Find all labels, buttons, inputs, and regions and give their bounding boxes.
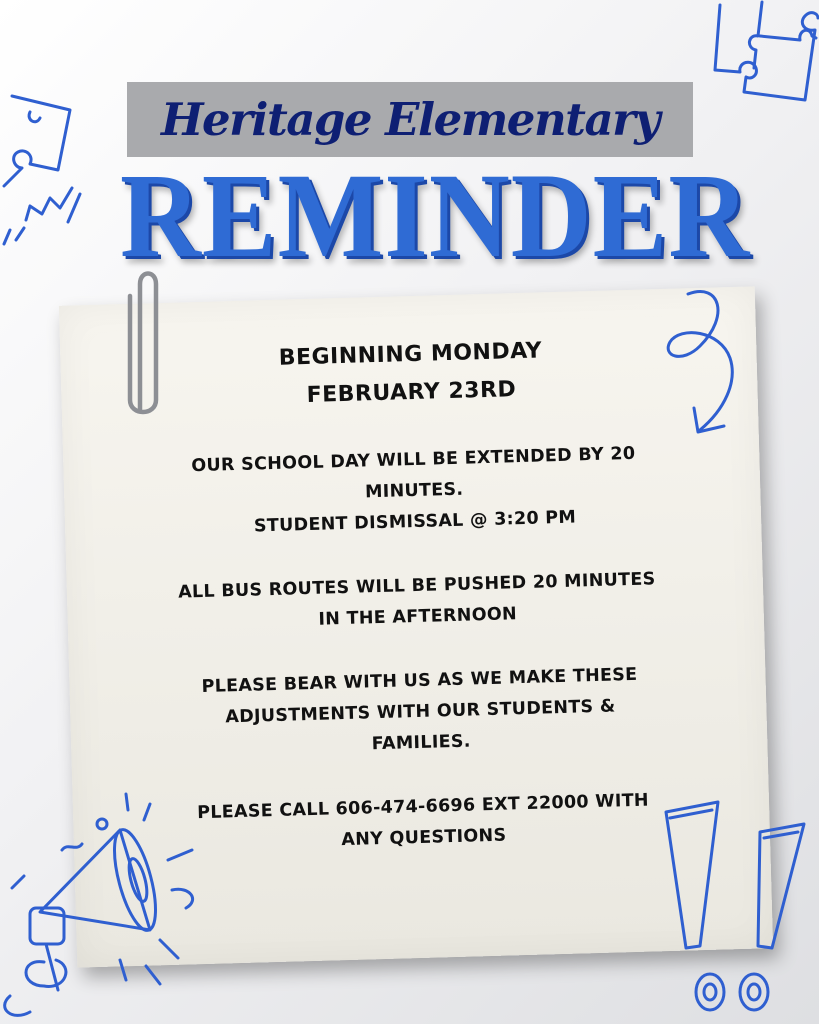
school-name: Heritage Elementary xyxy=(161,93,659,146)
bus-routes-line: IN THE AFTERNOON xyxy=(318,604,518,630)
bus-routes-line: ALL BUS ROUTES WILL BE PUSHED 20 MINUTES xyxy=(177,569,656,603)
bear-with-us-line: ADJUSTMENTS WITH OUR STUDENTS & xyxy=(225,696,616,728)
school-name-banner xyxy=(127,82,693,157)
note-content xyxy=(140,329,694,862)
school-day-line: OUR SCHOOL DAY WILL BE EXTENDED BY 20 xyxy=(191,443,636,477)
school-day-line: MINUTES. xyxy=(364,479,464,503)
curly-arrow-icon xyxy=(660,286,760,446)
date-line-1: BEGINNING MONDAY xyxy=(278,338,543,371)
paperclip-icon xyxy=(118,260,174,424)
school-day-paragraph xyxy=(143,437,685,545)
puzzle-burst-icon xyxy=(0,90,95,260)
bear-with-us-paragraph xyxy=(149,658,691,766)
contact-line: ANY QUESTIONS xyxy=(341,825,507,851)
bear-with-us-line: PLEASE BEAR WITH US AS WE MAKE THESE xyxy=(201,664,638,698)
puzzle-piece-icon xyxy=(700,0,819,112)
megaphone-icon xyxy=(0,790,220,1024)
dismissal-time-line: STUDENT DISMISSAL @ 3:20 PM xyxy=(253,507,577,537)
reminder-headline: REMINDER xyxy=(120,149,751,283)
exclamation-marks-icon xyxy=(660,796,810,1024)
bear-with-us-line: FAMILIES. xyxy=(371,731,471,755)
date-line-2: FEBRUARY 23RD xyxy=(306,377,517,408)
contact-phone-line: PLEASE CALL 606-474-6696 EXT 22000 WITH xyxy=(196,790,650,824)
